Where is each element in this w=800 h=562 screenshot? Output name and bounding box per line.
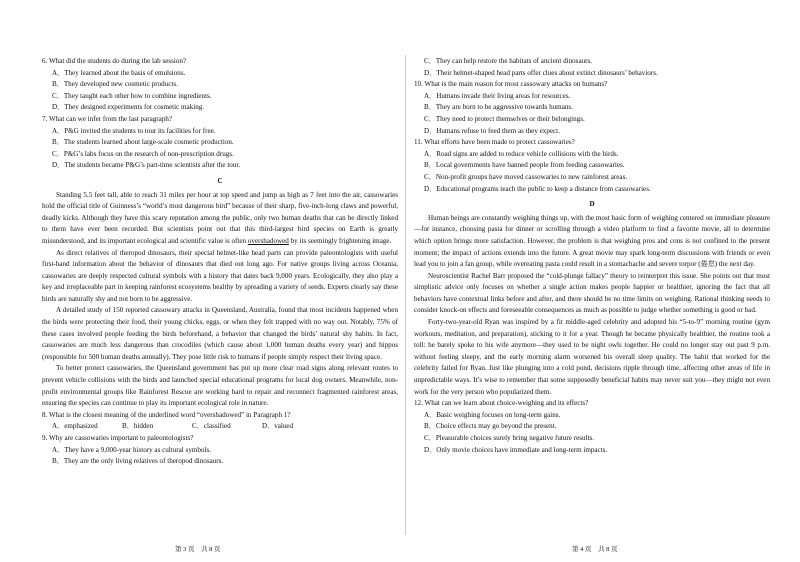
- passage-c-p1-tail: by its seemingly frightening image.: [288, 236, 392, 245]
- q10-option-c: C．They need to protect themselves or their belongings.: [424, 114, 585, 123]
- passage-c-paragraph-1: [42, 190, 398, 248]
- page-footer-right: 第 4 页 共 8 页: [572, 546, 618, 553]
- question-7: 7. What can we infer from the last paragraph?: [42, 114, 173, 123]
- passage-c-paragraph-4: To better protect cassowaries, the Queensland government has put up more clear road signs along relevant routes to prevent vehicle collisions with the birds and launched special educational programs for local dog owners. Meanwhile, non-profit environmental groups like Rainforest Rescue are working hard to repair and reconnect fragmented rainforest areas, ensuring the species can continue to play its important ecological role in nature.: [42, 364, 398, 408]
- q8-options: [52, 421, 398, 433]
- passage-d-paragraph-2: Neuroscientist Rachel Barr proposed the “cold-plunge fallacy” theory to reinterpret this issue. She points out that most simplistic advice only focuses on whether a single action makes people happier or healthier, ignoring the fact that all behaviors have contextual links before and after, and there should be no time limits on weighing. Rational thinking needs to consider knock-on effects and foreseeable consequences as much as possible to judge whether something is good or bad.: [414, 271, 770, 315]
- q10-option-b: B．They are born to be aggressive towards humans.: [424, 103, 573, 112]
- q10-option-d: D．Humans refuse to feed them as they expect.: [424, 126, 560, 135]
- question-10: 10. What is the main reason for most cassowary attacks on humans?: [414, 80, 608, 89]
- q12-option-c: C．Pleasurable choices surely bring negative future results.: [424, 434, 595, 442]
- q6-option-c: C．They taught each other how to combine ingredients.: [52, 91, 212, 100]
- q9-option-d: D．Their helmet-shaped head parts offer clues about extinct dinosaurs’ behaviors.: [424, 68, 658, 77]
- passage-c-paragraph-2: As direct relatives of theropod dinosaurs, their special helmet-like head parts can provide paleontologists with useful first-hand information about the behavior of dinosaurs that died out long ago. For native groups living across Oceania, cassowaries are deeply respected cultural symbols with a history that dates back 9,000 years. Ecologically, they also play a key and irreplaceable part in keeping rainforest ecosystems healthy by spreading a variety of seeds. Experts clearly say these birds are naturally shy and not born to be aggressive.: [42, 248, 398, 303]
- column-divider: [405, 55, 406, 535]
- q12-option-d: D．Only movie choices have immediate and long-term impacts.: [424, 445, 608, 454]
- q10-option-a: A．Humans invade their living areas for resources.: [424, 91, 571, 100]
- q12-option-b: B．Choice effects may go beyond the present.: [424, 422, 557, 431]
- q11-option-c: C．Non-profit groups have moved cassowaries to new rainforest areas.: [424, 172, 628, 181]
- q7-option-c: C．P&G’s labs focus on the research of non-prescription drugs.: [52, 149, 234, 158]
- section-d-heading: D: [589, 200, 595, 209]
- q11-option-d: D．Educational programs teach the public to keep a distance from cassowaries.: [424, 184, 651, 193]
- q9-option-a: A．They have a 9,000-year history as cultural symbols.: [52, 445, 211, 454]
- q11-option-b: B．Local governments have banned people from feeding cassowaries.: [424, 161, 625, 170]
- passage-c-p1-text: Standing 5.5 feet tall, able to reach 31 miles per hour at top speed and jump as high as 7 feet into the air, cassowaries hold the official title of Guinness’s “world’s most dangerous bird” because of their sharp, five-inch-long claws and powerful, deadly kicks. Although they have this scary reputation among the public, only two human deaths that can be directly linked to them have ever been recorded. But scientists point out that this third-largest bird species on Earth is greatly misunderstood, and its important ecological and scientific value is often: [42, 190, 398, 245]
- q6-option-d: D．They designed experiments for cosmetic making.: [52, 103, 205, 112]
- q8-option-c: C．classified: [192, 422, 231, 431]
- q9-option-b: B．They are the only living relatives of theropod dinosaurs.: [52, 457, 224, 466]
- q7-option-a: A．P&G invited the students to tour its facilities for free.: [52, 126, 216, 135]
- page-footer-left: 第 3 页 共 8 页: [175, 546, 221, 553]
- q8-option-d: D．valued: [262, 422, 294, 431]
- q11-option-a: A．Road signs are added to reduce vehicle collisions with the birds.: [424, 149, 619, 158]
- question-6: 6. What did the students do during the lab session?: [42, 57, 187, 65]
- underlined-word: overshadowed: [247, 236, 289, 245]
- q8-option-b: B．hidden: [122, 422, 154, 431]
- q6-option-a: A．They learned about the basis of emulsions.: [52, 68, 186, 77]
- passage-c-paragraph-3: A detailed study of 150 reported cassowary attacks in Queensland, Australia, found that most incidents happened when the birds were protecting their food, their young chicks, eggs, or when they felt trapped with no way out. Notably, 75% of these cases involved people feeding the birds beforehand, a behavior that changed the birds’ natural shy habits. In fact, cassowaries are much less dangerous than crocodiles (which cause about 1,000 human deaths every year) and hippos (responsible for 500 human deaths annually). They pose little risk to humans if people simply respect their living space.: [42, 306, 398, 361]
- question-9: 9. Why are cassowaries important to paleontologists?: [42, 434, 194, 442]
- passage-d-paragraph-3: Forty-two-year-old Ryan was inspired by a fit middle-aged celebrity and adopted his “5-to-9” morning routine (gym workouts, meditation, and preparation), sticking to it for a year. Though he became physically healthier, the routine took a toll: he barely spoke to his wife anymore—they used to be night owls together. He could no longer stay out past 9 p.m. without feeling sleepy, and the early morning alarm worsened his overall sleep quality. The habit that worked for the celebrity failed for Ryan. Just like plunging into a cold pond, decisions ripple through time, affecting other areas of life in unpredictable ways. It’s wise to remember that some supposedly beneficial habits may never suit you—they might not even work for the very person who popularized them.: [414, 318, 770, 396]
- q9-option-c: C．They can help restore the habitats of ancient dinosaurs.: [424, 57, 593, 65]
- right-column: [414, 56, 770, 456]
- question-12: 12. What can we learn about choice-weighing and its effects?: [414, 399, 589, 408]
- q12-option-a: A．Basic weighing focuses on long-term gains.: [424, 410, 561, 419]
- question-11: 11. What efforts have been made to protect cassowaries?: [414, 138, 575, 147]
- left-column: [42, 56, 398, 468]
- q7-option-d: D．The students became P&G’s part-time scientists after the tour.: [52, 161, 241, 170]
- q7-option-b: B．The students learned about large-scale cosmetic production.: [52, 138, 234, 147]
- passage-d-paragraph-1: Human beings are constantly weighing things up, with the most basic form of weighing centered on immediate pleasure—for instance, choosing pasta for dinner or scrolling through a video platform to find a favorite movie, all to determine which option brings more satisfaction. However, the problem is that weighing pros and cons is not confined to the present moment; the impact of actions extends into the future. A great movie may spark long-term discussions with friends or even lead you to join a fan group, while overeating pasta could result in a stomachache and severe torpor (倦怠) the next day.: [414, 213, 770, 269]
- question-8: 8. What is the closest meaning of the underlined word “overshadowed” in Paragraph 1?: [42, 410, 291, 419]
- section-c-heading: C: [217, 176, 223, 185]
- q8-option-a: A．emphasized: [52, 422, 98, 431]
- q6-option-b: B．They developed new cosmetic products.: [52, 80, 178, 89]
